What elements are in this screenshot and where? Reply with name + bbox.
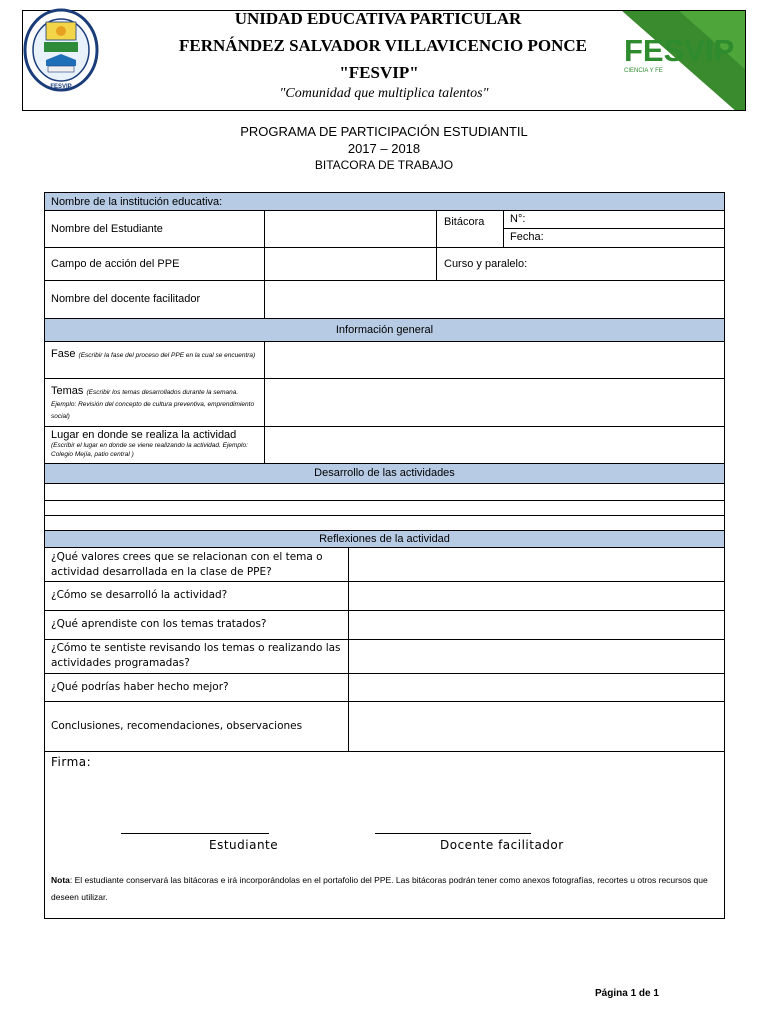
fase-field[interactable] <box>265 342 724 378</box>
desarrollo-header <box>45 464 724 484</box>
q4-row <box>45 640 724 674</box>
fesvip-logo-icon <box>622 28 752 76</box>
temas-hint: (Escribir los temas desarrollados durante la semana. Ejemplo: Revisión del concepto de cultura preventiva, emprendimiento social) <box>51 389 255 420</box>
student-label: Nombre del Estudiante <box>51 223 163 235</box>
q5-field[interactable] <box>349 674 724 701</box>
lugar-label: Lugar en donde se realiza la actividad <box>51 429 237 441</box>
q4-label: ¿Cómo te sentiste revisando los temas o realizando las actividades programadas? <box>51 642 341 669</box>
school-acronym: "FESVIP" <box>339 63 419 82</box>
bitacora-label: Bitácora <box>444 216 485 228</box>
institution-label: Nombre de la institución educativa: <box>51 196 223 208</box>
campo-label: Campo de acción del PPE <box>51 258 180 270</box>
docente-label: Nombre del docente facilitador <box>51 293 201 305</box>
institution-row[interactable] <box>45 193 724 211</box>
student-row <box>45 211 724 248</box>
q6-field[interactable] <box>349 702 724 751</box>
campo-row <box>45 248 724 281</box>
seal-text: FESVIP <box>50 84 72 90</box>
campo-field[interactable] <box>265 248 436 280</box>
program-subtitle: BITACORA DE TRABAJO <box>314 158 454 172</box>
q3-row <box>45 611 724 640</box>
desarrollo-line-3[interactable] <box>45 516 724 531</box>
q6-label: Conclusiones, recomendaciones, observaciones <box>51 720 303 732</box>
signature-section <box>45 752 724 872</box>
q5-label: ¿Qué podrías haber hecho mejor? <box>51 681 229 693</box>
q3-label: ¿Qué aprendiste con los temas tratados? <box>51 618 267 630</box>
student-signature-label: Estudiante <box>209 838 279 852</box>
number-label: N°: <box>510 213 526 225</box>
note-section <box>45 872 724 918</box>
teacher-signature-line[interactable] <box>375 833 531 834</box>
fase-row <box>45 342 724 379</box>
reflexiones-label: Reflexiones de la actividad <box>319 533 450 545</box>
q3-field[interactable] <box>349 611 724 639</box>
school-motto: "Comunidad que multiplica talentos" <box>279 86 489 101</box>
info-general-label: Información general <box>335 324 434 336</box>
desarrollo-line-2[interactable] <box>45 501 724 516</box>
student-field[interactable] <box>265 211 436 247</box>
school-name: FERNÁNDEZ SALVADOR VILLAVICENCIO PONCE <box>179 36 587 55</box>
desarrollo-line-1[interactable] <box>45 484 724 501</box>
docente-row <box>45 281 724 319</box>
temas-label: Temas <box>51 385 84 397</box>
lugar-row <box>45 427 724 464</box>
program-years: 2017 – 2018 <box>347 141 421 156</box>
q2-label: ¿Cómo se desarrolló la actividad? <box>51 589 228 601</box>
signature-label: Firma: <box>51 755 92 769</box>
date-label: Fecha: <box>510 231 544 243</box>
student-signature-line[interactable] <box>121 833 269 834</box>
q2-field[interactable] <box>349 582 724 610</box>
log-form <box>44 192 725 919</box>
fase-label: Fase <box>51 348 76 360</box>
note-label: Nota <box>51 875 70 885</box>
q1-row <box>45 548 724 582</box>
q4-field[interactable] <box>349 640 724 673</box>
note-body: : El estudiante conservará las bitácoras e irá incorporándolas en el portafolio del PPE. Las bitácoras podrán tener como anexos fotografías, recortes u otros recursos que deseen utilizar. <box>51 875 708 902</box>
q1-label: ¿Qué valores crees que se relacionan con el tema o actividad desarrollada en la clase de PPE? <box>51 551 323 578</box>
temas-row <box>45 379 724 427</box>
logo-subtext: CIENCIA Y FE <box>624 68 663 74</box>
teacher-signature-label: Docente facilitador <box>440 838 564 852</box>
lugar-hint: (Escribir el lugar en donde se viene realizando la actividad. Ejemplo: Colegio Mejía, patio central ) <box>51 442 248 458</box>
reflexiones-header <box>45 531 724 548</box>
curso-label: Curso y paralelo: <box>444 258 528 270</box>
q6-row <box>45 702 724 752</box>
q5-row <box>45 674 724 702</box>
q2-row <box>45 582 724 611</box>
fase-hint: (Escribir la fase del proceso del PPE en la cual se encuentra) <box>78 352 256 359</box>
q1-field[interactable] <box>349 548 724 581</box>
logo-text: FESVIP <box>624 33 735 68</box>
note-text <box>51 872 719 906</box>
school-type: UNIDAD EDUCATIVA PARTICULAR <box>234 9 522 28</box>
page-number: Página 1 de 1 <box>595 988 659 999</box>
temas-field[interactable] <box>265 379 724 426</box>
desarrollo-label: Desarrollo de las actividades <box>314 467 455 479</box>
info-general-header <box>45 319 724 342</box>
lugar-field[interactable] <box>265 427 724 463</box>
docente-field[interactable] <box>265 281 724 318</box>
program-title: PROGRAMA DE PARTICIPACIÓN ESTUDIANTIL <box>240 124 528 139</box>
